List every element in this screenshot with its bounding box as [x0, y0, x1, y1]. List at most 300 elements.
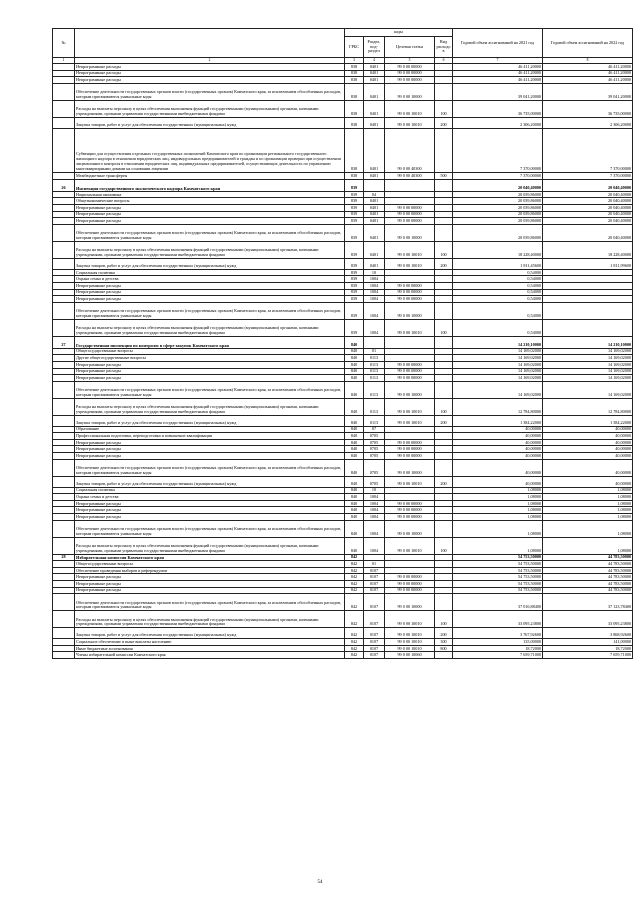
row-grbs: 839 — [345, 302, 364, 319]
row-csr: 99 0 00 10010 — [385, 639, 435, 646]
row-amount-2022: 39 041,20000 — [543, 83, 633, 100]
row-grbs: 842 — [345, 567, 364, 574]
row-amount-2022 — [543, 296, 633, 303]
row-amount-2021: 40,00000 — [453, 426, 543, 433]
row-amount-2021: 14 169,02000 — [453, 361, 543, 368]
row-csr — [385, 198, 435, 205]
row-vr — [435, 453, 453, 460]
row-grbs: 842 — [345, 628, 364, 639]
row-razdel: 10 — [364, 487, 385, 494]
row-razdel: 0113 — [364, 368, 385, 375]
table-row — [53, 218, 633, 225]
row-grbs: 838 — [345, 70, 364, 77]
row-name: Социальная политика — [75, 269, 345, 276]
row-number — [53, 355, 75, 362]
row-amount-2021: 37 016,88400 — [453, 594, 543, 611]
table-row — [53, 375, 633, 382]
row-name: Расходы на выплаты персоналу в целях обеспечения выполнения функций государственными (муниципальными) органами, казенными учреждениями, органами управления государственными внебюджетными фондами — [75, 537, 345, 554]
row-razdel: 0705 — [364, 459, 385, 476]
row-razdel: 0705 — [364, 446, 385, 453]
row-amount-2021: 135,00000 — [453, 639, 543, 646]
row-csr: 99 0 00 10010 — [385, 611, 435, 628]
row-razdel — [364, 554, 385, 561]
row-razdel — [364, 336, 385, 348]
row-vr — [435, 426, 453, 433]
row-vr — [435, 567, 453, 574]
table-row — [53, 446, 633, 453]
row-razdel: 04 — [364, 191, 385, 198]
row-amount-2021: 46 411,20000 — [453, 70, 543, 77]
table-row — [53, 453, 633, 460]
row-name: Непрограммные расходы — [75, 453, 345, 460]
row-csr — [385, 494, 435, 501]
row-vr: 200 — [435, 117, 453, 128]
row-amount-2021: 0,54000 — [453, 289, 543, 296]
row-amount-2022: 18,72000 — [543, 645, 633, 652]
row-name: Непрограммные расходы — [75, 507, 345, 514]
row-razdel: 1004 — [364, 289, 385, 296]
row-amount-2022: 1 811,99600 — [543, 258, 633, 269]
row-grbs: 839 — [345, 198, 364, 205]
row-csr — [385, 426, 435, 433]
row-grbs: 840 — [345, 415, 364, 426]
row-razdel: 0113 — [364, 361, 385, 368]
row-vr: 100 — [435, 319, 453, 336]
row-name: Расходы на выплаты персоналу в целях обеспечения выполнения функций государственными (муниципальными) органами, казенными учреждениями, органами управления государственными внебюджетными фондами — [75, 611, 345, 628]
row-csr: 99 0 00 10060 — [385, 652, 435, 659]
row-name: Государственная инспекция по контролю в сфере закупок Камчатского края — [75, 336, 345, 348]
row-vr: 300 — [435, 639, 453, 646]
row-grbs: 838 — [345, 64, 364, 71]
row-number — [53, 494, 75, 501]
row-vr — [435, 355, 453, 362]
row-amount-2022: 20 040,40000 — [543, 211, 633, 218]
row-name: Непрограммные расходы — [75, 289, 345, 296]
row-name: Непрограммные расходы — [75, 204, 345, 211]
row-vr — [435, 574, 453, 581]
row-csr: 99 0 00 00000 — [385, 581, 435, 588]
row-amount-2022: 1,08000 — [543, 520, 633, 537]
row-amount-2021: 0,54000 — [453, 296, 543, 303]
row-csr: 99 0 00 00000 — [385, 282, 435, 289]
header-name — [75, 29, 345, 58]
row-csr: 99 0 00 10010 — [385, 628, 435, 639]
row-number — [53, 83, 75, 100]
row-number — [53, 587, 75, 594]
row-razdel — [364, 179, 385, 191]
table-row — [53, 476, 633, 487]
row-amount-2021: 7 659,71000 — [453, 652, 543, 659]
row-amount-2021: 2 306,20000 — [453, 117, 543, 128]
row-number — [53, 128, 75, 172]
header-vr: Вид расходов — [435, 37, 453, 58]
row-name: Расходы на выплаты персоналу в целях обеспечения выполнения функций государственными (муниципальными) органами, казенными учреждениями, органами управления государственными внебюджетными фондами — [75, 398, 345, 415]
row-amount-2022: 1,08000 — [543, 537, 633, 554]
row-csr: 99 0 00 10000 — [385, 224, 435, 241]
row-amount-2021: 18,72000 — [453, 645, 543, 652]
row-amount-2022: 20 040,40000 — [543, 224, 633, 241]
row-name: Обеспечение деятельности государственных органов власти (государственных органов) Камчатского края, за исключением обособленных расходов, которым присваиваются уникальные коды — [75, 381, 345, 398]
table-row — [53, 500, 633, 507]
row-name: Непрограммные расходы — [75, 211, 345, 218]
row-razdel: 1004 — [364, 514, 385, 521]
row-razdel: 1004 — [364, 494, 385, 501]
row-number — [53, 500, 75, 507]
row-amount-2022: 3 868,92600 — [543, 628, 633, 639]
row-amount-2021: 7 370,00000 — [453, 128, 543, 172]
row-vr — [435, 218, 453, 225]
row-amount-2022 — [543, 289, 633, 296]
row-number — [53, 319, 75, 336]
row-number — [53, 302, 75, 319]
row-amount-2022: 1,08000 — [543, 487, 633, 494]
row-amount-2021: 54 753,50000 — [453, 554, 543, 561]
row-amount-2021: 20 039,86000 — [453, 204, 543, 211]
row-csr: 99 0 00 10010 — [385, 100, 435, 117]
row-name: Общеэкономические вопросы — [75, 198, 345, 205]
row-csr — [385, 487, 435, 494]
row-amount-2022: 14 210,10000 — [543, 336, 633, 348]
row-grbs: 840 — [345, 446, 364, 453]
row-amount-2022: 37 123,78400 — [543, 594, 633, 611]
row-vr — [435, 211, 453, 218]
row-name: Закупка товаров, работ и услуг для обеспечения государственных (муниципальных) нужд — [75, 476, 345, 487]
row-grbs: 840 — [345, 433, 364, 440]
table-row — [53, 587, 633, 594]
section-row — [53, 554, 633, 561]
row-vr: 200 — [435, 476, 453, 487]
row-number: 26 — [53, 179, 75, 191]
row-amount-2021: 0,54000 — [453, 282, 543, 289]
table-row — [53, 296, 633, 303]
table-row — [53, 302, 633, 319]
header-csr: Целевая статья — [385, 37, 435, 58]
header-index: 2 — [75, 58, 345, 64]
row-csr: 99 0 00 00000 — [385, 211, 435, 218]
section-row — [53, 336, 633, 348]
row-vr — [435, 520, 453, 537]
row-amount-2022: 18 228,40000 — [543, 241, 633, 258]
row-number — [53, 77, 75, 84]
row-grbs: 840 — [345, 381, 364, 398]
row-grbs: 838 — [345, 172, 364, 179]
table-row — [53, 645, 633, 652]
table-row — [53, 368, 633, 375]
row-razdel: 0113 — [364, 398, 385, 415]
row-grbs: 840 — [345, 487, 364, 494]
row-razdel: 0401 — [364, 198, 385, 205]
row-name: Непрограммные расходы — [75, 439, 345, 446]
row-vr — [435, 198, 453, 205]
row-number — [53, 70, 75, 77]
row-name: Субвенции для осуществления отдельных государственных полномочий Камчатского края по организации регионального государственного жилищного надзора в отношении юридических лиц, индивидуальных предпринимателей и граждан и по организации проверки при осуществлении лицензионного контроля в отношении юридических лиц, индивидуальных предпринимателей, осуществляющих деятельность по управлению многоквартирными домами на основании лицензии — [75, 128, 345, 172]
row-number — [53, 567, 75, 574]
row-number — [53, 289, 75, 296]
row-vr — [435, 439, 453, 446]
table-row — [53, 198, 633, 205]
row-csr — [385, 269, 435, 276]
row-name: Непрограммные расходы — [75, 574, 345, 581]
row-csr: 99 0 00 00000 — [385, 289, 435, 296]
row-amount-2022: 40,00000 — [543, 433, 633, 440]
row-amount-2021: 1,08000 — [453, 494, 543, 501]
row-vr: 100 — [435, 398, 453, 415]
row-vr: 100 — [435, 537, 453, 554]
row-vr — [435, 348, 453, 355]
row-vr — [435, 487, 453, 494]
row-vr: 800 — [435, 645, 453, 652]
row-name: Закупка товаров, работ и услуг для обеспечения государственных (муниципальных) нужд — [75, 628, 345, 639]
row-csr: 99 0 00 10010 — [385, 645, 435, 652]
row-amount-2022: 44 783,50000 — [543, 554, 633, 561]
row-razdel: 0705 — [364, 433, 385, 440]
row-razdel: 1004 — [364, 302, 385, 319]
row-amount-2022: 40,00000 — [543, 453, 633, 460]
row-razdel: 0107 — [364, 639, 385, 646]
table-row — [53, 487, 633, 494]
table-row — [53, 70, 633, 77]
row-razdel: 0705 — [364, 476, 385, 487]
row-grbs: 839 — [345, 191, 364, 198]
row-razdel: 0107 — [364, 574, 385, 581]
row-amount-2022: 20 040,40000 — [543, 191, 633, 198]
row-grbs: 842 — [345, 587, 364, 594]
table-row — [53, 639, 633, 646]
table-row — [53, 348, 633, 355]
row-number — [53, 296, 75, 303]
row-razdel: 1004 — [364, 520, 385, 537]
row-vr — [435, 282, 453, 289]
row-grbs: 839 — [345, 282, 364, 289]
table-row — [53, 507, 633, 514]
section-row — [53, 179, 633, 191]
row-grbs: 840 — [345, 375, 364, 382]
row-number — [53, 211, 75, 218]
row-csr: 99 0 00 10010 — [385, 117, 435, 128]
budget-table — [52, 28, 633, 659]
row-razdel: 0107 — [364, 587, 385, 594]
row-number — [53, 520, 75, 537]
row-number — [53, 100, 75, 117]
row-razdel: 0705 — [364, 453, 385, 460]
row-csr: 99 0 00 00000 — [385, 587, 435, 594]
row-amount-2022 — [543, 276, 633, 283]
row-name: Закупка товаров, работ и услуг для обеспечения государственных (муниципальных) нужд — [75, 117, 345, 128]
row-grbs: 840 — [345, 336, 364, 348]
row-name: Закупка товаров, работ и услуг для обеспечения государственных (муниципальных) нужд — [75, 258, 345, 269]
row-number — [53, 645, 75, 652]
header-index: 1 — [53, 58, 75, 64]
row-amount-2022: 44 783,50000 — [543, 561, 633, 568]
header-index: 4 — [364, 58, 385, 64]
row-razdel: 0401 — [364, 211, 385, 218]
row-grbs: 839 — [345, 258, 364, 269]
table-row — [53, 514, 633, 521]
row-amount-2021: 14 169,02000 — [453, 375, 543, 382]
row-vr: 200 — [435, 258, 453, 269]
row-name: Непрограммные расходы — [75, 500, 345, 507]
row-name: Обеспечение проведения выборов и референдумов — [75, 567, 345, 574]
row-grbs: 839 — [345, 241, 364, 258]
row-razdel: 0401 — [364, 64, 385, 71]
row-name: Непрограммные расходы — [75, 368, 345, 375]
row-amount-2021: 40,00000 — [453, 459, 543, 476]
row-name: Иные бюджетные ассигнования — [75, 645, 345, 652]
row-razdel: 10 — [364, 269, 385, 276]
row-csr: 99 0 00 10000 — [385, 381, 435, 398]
row-amount-2022: 1,08000 — [543, 514, 633, 521]
row-csr: 99 0 00 00000 — [385, 368, 435, 375]
row-csr: 99 0 00 00000 — [385, 439, 435, 446]
row-amount-2022: 44 783,50000 — [543, 574, 633, 581]
row-amount-2021: 1,08000 — [453, 487, 543, 494]
row-grbs: 839 — [345, 179, 364, 191]
row-vr — [435, 433, 453, 440]
table-row — [53, 398, 633, 415]
row-vr — [435, 179, 453, 191]
row-csr: 99 0 00 40300 — [385, 128, 435, 172]
row-name: Социальная политика — [75, 487, 345, 494]
table-row — [53, 494, 633, 501]
row-razdel: 0705 — [364, 439, 385, 446]
row-number — [53, 361, 75, 368]
table-row — [53, 355, 633, 362]
row-amount-2021: 0,54000 — [453, 319, 543, 336]
row-amount-2021: 20 039,86000 — [453, 191, 543, 198]
row-amount-2021: 1,08000 — [453, 520, 543, 537]
row-csr — [385, 561, 435, 568]
row-grbs: 838 — [345, 117, 364, 128]
row-grbs: 838 — [345, 77, 364, 84]
row-razdel: 0113 — [364, 381, 385, 398]
row-vr: 100 — [435, 241, 453, 258]
row-csr: 99 0 00 10010 — [385, 476, 435, 487]
row-vr — [435, 561, 453, 568]
row-vr: 100 — [435, 100, 453, 117]
row-csr: 99 0 00 10000 — [385, 302, 435, 319]
row-grbs: 840 — [345, 453, 364, 460]
row-razdel: 0401 — [364, 77, 385, 84]
row-amount-2021: 18 228,40000 — [453, 241, 543, 258]
row-csr — [385, 433, 435, 440]
row-vr — [435, 204, 453, 211]
row-name: Обеспечение деятельности государственных органов власти (государственных органов) Камчатского края, за исключением обособленных расходов, которым присваиваются уникальные коды — [75, 83, 345, 100]
table-row — [53, 191, 633, 198]
row-amount-2021: 1 384,22000 — [453, 415, 543, 426]
row-name: Непрограммные расходы — [75, 446, 345, 453]
row-name: Профессиональная подготовка, переподготовка и повышение квалификации — [75, 433, 345, 440]
row-razdel: 1004 — [364, 507, 385, 514]
table-row — [53, 439, 633, 446]
table-row — [53, 561, 633, 568]
row-name: Непрограммные расходы — [75, 587, 345, 594]
table-row — [53, 537, 633, 554]
row-razdel: 0401 — [364, 258, 385, 269]
row-name: Инспекция государственного экологического надзора Камчатского края — [75, 179, 345, 191]
row-amount-2021: 1,08000 — [453, 507, 543, 514]
row-grbs: 840 — [345, 459, 364, 476]
row-vr — [435, 581, 453, 588]
row-razdel: 1004 — [364, 500, 385, 507]
row-razdel: 0401 — [364, 172, 385, 179]
row-amount-2022: 40,00000 — [543, 439, 633, 446]
row-csr: 99 0 00 00000 — [385, 218, 435, 225]
row-amount-2021: 39 041,20000 — [453, 83, 543, 100]
row-csr: 99 0 00 00000 — [385, 70, 435, 77]
row-grbs: 842 — [345, 554, 364, 561]
table-row — [53, 319, 633, 336]
row-amount-2022: 33 095,23800 — [543, 611, 633, 628]
table-row — [53, 204, 633, 211]
row-amount-2021: 40,00000 — [453, 433, 543, 440]
row-number — [53, 652, 75, 659]
row-grbs: 842 — [345, 561, 364, 568]
row-amount-2021: 1,08000 — [453, 514, 543, 521]
row-amount-2021: 46 411,20000 — [453, 64, 543, 71]
table-row — [53, 628, 633, 639]
row-grbs: 842 — [345, 574, 364, 581]
row-number — [53, 507, 75, 514]
row-name: Непрограммные расходы — [75, 514, 345, 521]
table-row — [53, 258, 633, 269]
row-amount-2021: 7 370,00000 — [453, 172, 543, 179]
row-number: 28 — [53, 554, 75, 561]
row-vr — [435, 594, 453, 611]
row-razdel: 0401 — [364, 117, 385, 128]
row-grbs: 840 — [345, 361, 364, 368]
row-number: 27 — [53, 336, 75, 348]
table-row — [53, 77, 633, 84]
row-amount-2022: 44 783,50000 — [543, 581, 633, 588]
table-row — [53, 520, 633, 537]
row-vr — [435, 446, 453, 453]
row-amount-2021: 54 753,50000 — [453, 581, 543, 588]
row-amount-2021: 1 811,45600 — [453, 258, 543, 269]
row-grbs: 840 — [345, 439, 364, 446]
table-row — [53, 361, 633, 368]
row-name: Избирательная комиссия Камчатского края — [75, 554, 345, 561]
row-amount-2022: 20 040,40000 — [543, 179, 633, 191]
header-razdel: Раздел, под- раздел — [364, 37, 385, 58]
row-vr — [435, 368, 453, 375]
row-number — [53, 581, 75, 588]
row-csr — [385, 276, 435, 283]
row-grbs: 840 — [345, 476, 364, 487]
row-vr — [435, 381, 453, 398]
row-amount-2021: 14 169,02000 — [453, 381, 543, 398]
row-amount-2021: 14 169,02000 — [453, 355, 543, 362]
row-csr: 99 0 00 10010 — [385, 537, 435, 554]
header-index: 8 — [543, 58, 633, 64]
row-vr — [435, 652, 453, 659]
row-name: Члены избирательной комиссии Камчатского края — [75, 652, 345, 659]
row-name: Социальное обеспечение и иные выплаты населению — [75, 639, 345, 646]
row-name: Непрограммные расходы — [75, 296, 345, 303]
header-index: 7 — [453, 58, 543, 64]
row-number — [53, 446, 75, 453]
row-csr: 99 0 00 00000 — [385, 375, 435, 382]
row-number — [53, 172, 75, 179]
table-row — [53, 652, 633, 659]
row-amount-2021: 20 039,86000 — [453, 224, 543, 241]
row-name: Расходы на выплаты персоналу в целях обеспечения выполнения функций государственными (муниципальными) органами, казенными учреждениями, органами управления государственными внебюджетными фондами — [75, 319, 345, 336]
row-amount-2021: 0,54000 — [453, 302, 543, 319]
row-grbs: 842 — [345, 594, 364, 611]
row-csr: 99 0 00 10000 — [385, 520, 435, 537]
row-name: Обеспечение деятельности государственных органов власти (государственных органов) Камчатского края, за исключением обособленных расходов, которым присваиваются уникальные коды — [75, 520, 345, 537]
row-number — [53, 561, 75, 568]
row-razdel: 01 — [364, 561, 385, 568]
